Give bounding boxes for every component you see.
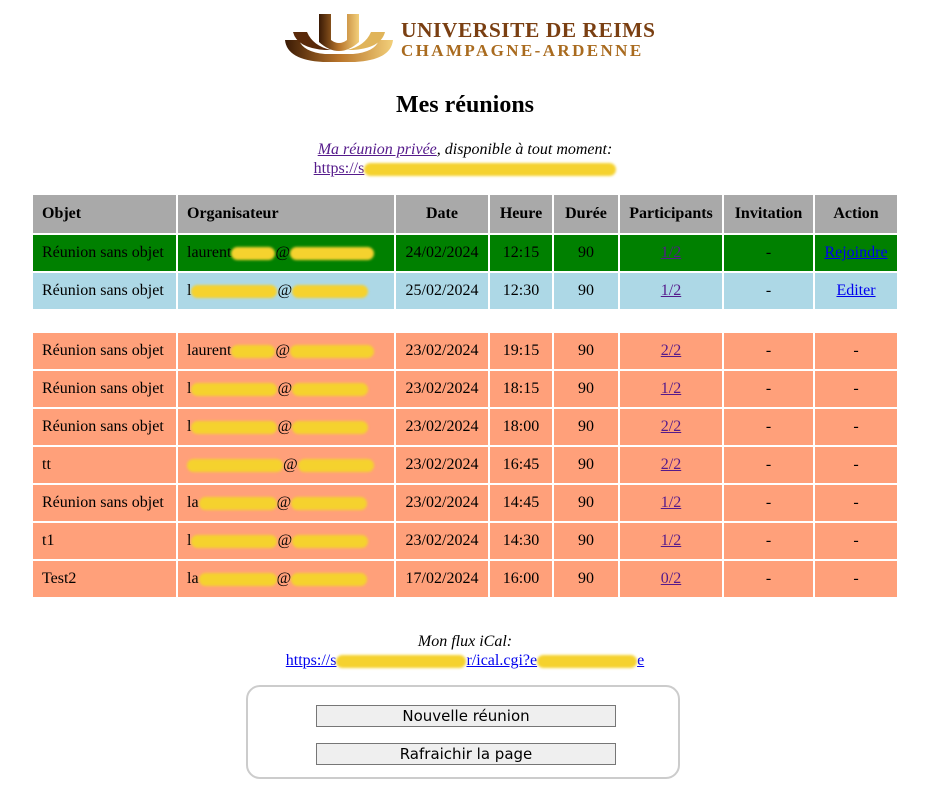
- cell-participants: [620, 273, 722, 309]
- table-row: [33, 371, 897, 407]
- redacted-mark: [291, 573, 367, 586]
- cell-date: 23/02/2024: [396, 485, 488, 521]
- edit-link[interactable]: Editer: [836, 282, 876, 299]
- logo-line1: UNIVERSITE DE REIMS: [401, 18, 656, 42]
- cell-duree: 90: [554, 409, 618, 445]
- header-invitation: Invitation: [724, 195, 813, 233]
- ical-label: Mon flux iCal:: [417, 633, 513, 650]
- participants-link[interactable]: 1/2: [660, 494, 682, 511]
- redacted-mark: [191, 285, 277, 298]
- table-row: [33, 235, 897, 271]
- table-row: [33, 333, 897, 369]
- cell-invitation: -: [724, 273, 813, 309]
- participants-link[interactable]: 1/2: [660, 282, 682, 299]
- table-spacer: [33, 311, 897, 331]
- cell-date: 25/02/2024: [396, 273, 488, 309]
- cell-participants: [620, 333, 722, 369]
- cell-duree: 90: [554, 447, 618, 483]
- cell-action: -: [815, 561, 897, 597]
- redacted-mark: [298, 459, 374, 472]
- table-row: [33, 523, 897, 559]
- header-action: Action: [815, 195, 897, 233]
- cell-duree: 90: [554, 235, 618, 271]
- university-emblem-icon: [283, 12, 395, 66]
- redacted-mark: [537, 655, 637, 668]
- cell-heure: 12:30: [490, 273, 552, 309]
- cell-heure: 18:00: [490, 409, 552, 445]
- cell-participants: [620, 523, 722, 559]
- cell-invitation: -: [724, 409, 813, 445]
- participants-link[interactable]: 2/2: [660, 418, 682, 435]
- cell-heure: 16:00: [490, 561, 552, 597]
- redacted-mark: [292, 285, 368, 298]
- new-meeting-button[interactable]: Nouvelle réunion: [316, 705, 616, 727]
- cell-heure: 14:45: [490, 485, 552, 521]
- redacted-mark: [231, 247, 275, 260]
- private-meeting-info: [0, 140, 930, 178]
- private-meeting-url[interactable]: https://s: [314, 160, 617, 177]
- redacted-mark: [187, 459, 283, 472]
- header-objet: Objet: [33, 195, 176, 233]
- cell-date: 17/02/2024: [396, 561, 488, 597]
- cell-participants: [620, 447, 722, 483]
- redacted-mark: [199, 497, 277, 510]
- cell-organisateur: la @: [178, 561, 394, 597]
- logo-line2: CHAMPAGNE-ARDENNE: [401, 41, 644, 60]
- cell-organisateur: l @: [178, 371, 394, 407]
- cell-date: 23/02/2024: [396, 371, 488, 407]
- private-meeting-link[interactable]: Ma réunion privée: [317, 141, 437, 158]
- cell-participants: [620, 561, 722, 597]
- cell-invitation: -: [724, 447, 813, 483]
- redacted-mark: [231, 345, 275, 358]
- cell-participants: [620, 235, 722, 271]
- cell-heure: 16:45: [490, 447, 552, 483]
- cell-organisateur: @: [178, 447, 394, 483]
- table-header-row: [33, 195, 897, 233]
- cell-objet: t1: [33, 523, 176, 559]
- participants-link[interactable]: 2/2: [660, 456, 682, 473]
- cell-organisateur: l @: [178, 409, 394, 445]
- cell-heure: 12:15: [490, 235, 552, 271]
- cell-objet: Réunion sans objet: [33, 371, 176, 407]
- cell-heure: 19:15: [490, 333, 552, 369]
- table-row: [33, 485, 897, 521]
- cell-organisateur: la @: [178, 485, 394, 521]
- cell-invitation: -: [724, 333, 813, 369]
- cell-organisateur: laurent @: [178, 333, 394, 369]
- cell-action: -: [815, 371, 897, 407]
- cell-invitation: -: [724, 561, 813, 597]
- table-row: [33, 447, 897, 483]
- participants-link[interactable]: 0/2: [660, 570, 682, 587]
- cell-duree: 90: [554, 273, 618, 309]
- cell-objet: Test2: [33, 561, 176, 597]
- redacted-mark: [290, 247, 374, 260]
- cell-action: [815, 273, 897, 309]
- cell-invitation: -: [724, 485, 813, 521]
- cell-action: -: [815, 333, 897, 369]
- cell-participants: [620, 371, 722, 407]
- redacted-mark: [292, 535, 368, 548]
- header-organisateur: Organisateur: [178, 195, 394, 233]
- redacted-mark: [199, 573, 277, 586]
- university-logo: [283, 12, 656, 68]
- header-duree: Durée: [554, 195, 618, 233]
- cell-objet: Réunion sans objet: [33, 485, 176, 521]
- table-row: [33, 409, 897, 445]
- cell-duree: 90: [554, 561, 618, 597]
- cell-objet: Réunion sans objet: [33, 235, 176, 271]
- cell-date: 23/02/2024: [396, 409, 488, 445]
- redacted-mark: [292, 383, 368, 396]
- cell-organisateur: laurent @: [178, 235, 394, 271]
- ical-url[interactable]: https://s r/ical.cgi?e e: [285, 652, 645, 669]
- cell-action: -: [815, 523, 897, 559]
- cell-organisateur: l @: [178, 523, 394, 559]
- table-row: [33, 561, 897, 597]
- cell-date: 23/02/2024: [396, 523, 488, 559]
- cell-objet: tt: [33, 447, 176, 483]
- cell-duree: 90: [554, 523, 618, 559]
- redacted-mark: [290, 345, 374, 358]
- redacted-mark: [191, 383, 277, 396]
- cell-date: 24/02/2024: [396, 235, 488, 271]
- page-title: Mes réunions: [396, 92, 534, 118]
- cell-heure: 18:15: [490, 371, 552, 407]
- private-meeting-suffix: , disponible à tout moment:: [436, 141, 613, 158]
- redacted-mark: [336, 655, 466, 668]
- cell-organisateur: l @: [178, 273, 394, 309]
- participants-link[interactable]: 2/2: [660, 342, 682, 359]
- redacted-mark: [191, 535, 277, 548]
- ical-feed: [0, 632, 930, 670]
- cell-invitation: -: [724, 235, 813, 271]
- cell-action: [815, 235, 897, 271]
- cell-heure: 14:30: [490, 523, 552, 559]
- redacted-mark: [291, 497, 367, 510]
- table-row: [33, 273, 897, 309]
- cell-action: -: [815, 485, 897, 521]
- cell-invitation: -: [724, 523, 813, 559]
- header-participants: Participants: [620, 195, 722, 233]
- redacted-mark: [364, 163, 616, 176]
- cell-duree: 90: [554, 371, 618, 407]
- cell-duree: 90: [554, 333, 618, 369]
- meetings-table: [31, 193, 899, 599]
- actions-panel: [246, 685, 680, 779]
- header-date: Date: [396, 195, 488, 233]
- join-link[interactable]: Rejoindre: [824, 244, 888, 261]
- cell-action: -: [815, 447, 897, 483]
- participants-link[interactable]: 1/2: [660, 244, 682, 261]
- header-heure: Heure: [490, 195, 552, 233]
- cell-participants: [620, 485, 722, 521]
- cell-objet: Réunion sans objet: [33, 409, 176, 445]
- cell-objet: Réunion sans objet: [33, 333, 176, 369]
- participants-link[interactable]: 1/2: [660, 532, 682, 549]
- redacted-mark: [292, 421, 368, 434]
- cell-objet: Réunion sans objet: [33, 273, 176, 309]
- cell-date: 23/02/2024: [396, 333, 488, 369]
- cell-duree: 90: [554, 485, 618, 521]
- cell-action: -: [815, 409, 897, 445]
- cell-participants: [620, 409, 722, 445]
- cell-invitation: -: [724, 371, 813, 407]
- refresh-button[interactable]: Rafraichir la page: [316, 743, 616, 765]
- redacted-mark: [191, 421, 277, 434]
- participants-link[interactable]: 1/2: [660, 380, 682, 397]
- cell-date: 23/02/2024: [396, 447, 488, 483]
